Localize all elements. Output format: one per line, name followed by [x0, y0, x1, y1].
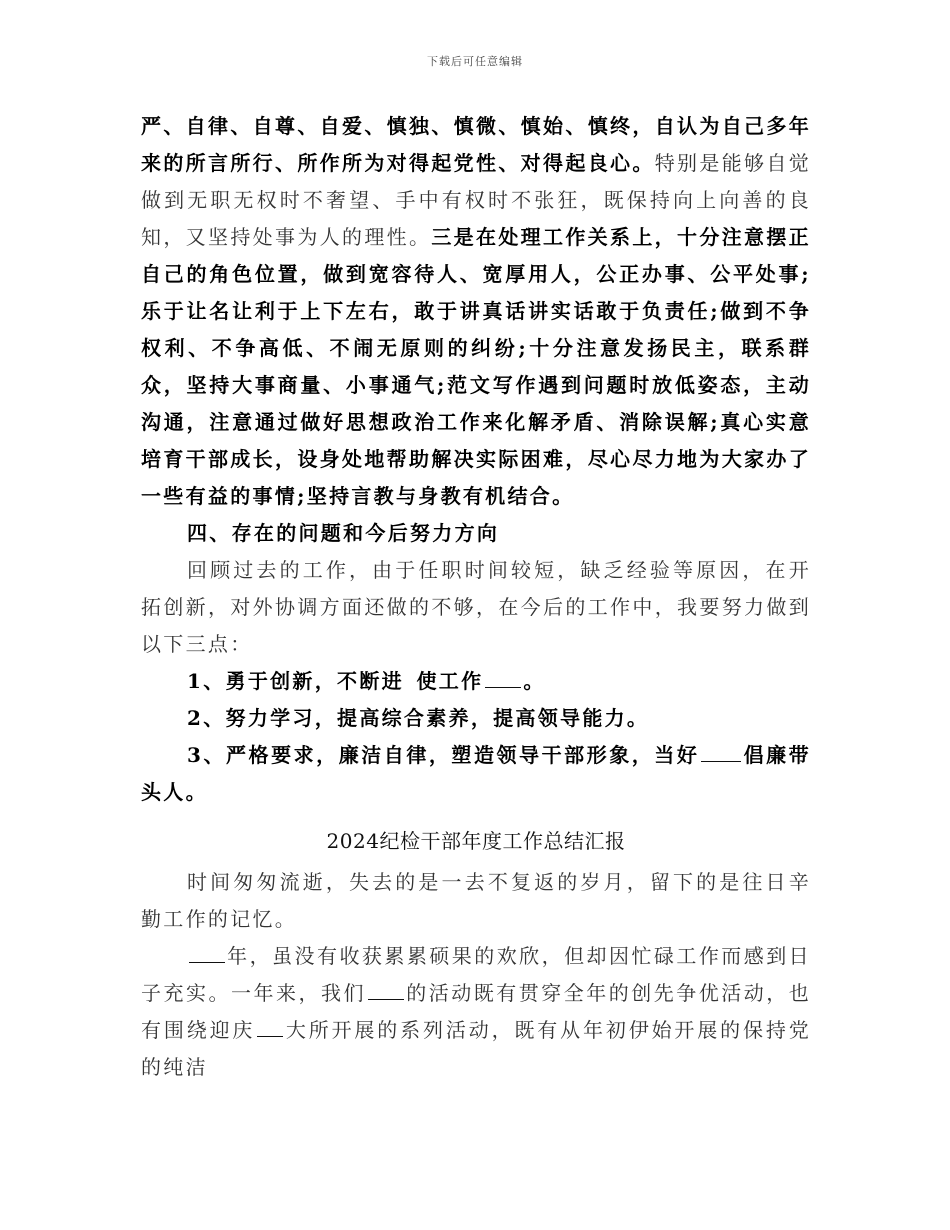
paragraph-year-text-a: 年，虽没有收获累累硕果的欢欣，但却因忙碌工作而感到日子充实。一年来，我们 — [141, 944, 811, 1005]
fill-in-blank — [701, 743, 741, 762]
list-item-1-text: 1、勇于创新，不断进 使工作 — [187, 669, 484, 693]
text-bold-self-discipline: 严、自律、自尊、自爱、慎独、慎微、慎始、慎终，自认为自己多年来的所言所行、所作所为对得起党性、对得起良心。 — [141, 114, 811, 175]
list-item-3-text: 3、严格要求，廉洁自律，塑造领导干部形象，当好 — [187, 743, 700, 767]
paragraph-review: 回顾过去的工作，由于任职时间较短，缺乏经验等原因，在开拓创新，对外协调方面还做的不够，在今后的工作中，我要努力做到以下三点： — [141, 558, 811, 656]
paragraph-year-text-c: 大所开展的系列活动，既有从年初伊始开展的保持党的纯洁 — [141, 1018, 812, 1079]
list-item-1 — [141, 663, 811, 700]
paragraph-year-text-b: 的活动既有贯穿全年的创先争优活动，也有围绕迎庆 — [141, 981, 811, 1042]
paragraph-year — [141, 938, 811, 1086]
paragraph-time: 时间匆匆流逝，失去的是一去不复返的岁月，留下的是往日辛勤工作的记忆。 — [141, 870, 811, 931]
fill-in-blank — [368, 981, 404, 1000]
paragraph-conduct — [141, 108, 811, 515]
document-body — [141, 108, 811, 1086]
list-item-3 — [141, 737, 811, 811]
page-header: 下载后可任意编辑 — [427, 55, 523, 68]
text-normal-awareness: 特别是能够自觉做到无职无权时不奢望、手中有权时不张狂，既保持向上向善的良知，又坚持处事为人的理性。 — [141, 151, 811, 249]
fill-in-blank — [257, 1018, 283, 1037]
section-heading-problems: 四、存在的问题和今后努力方向 — [187, 521, 500, 545]
list-item-1-end: 。 — [523, 669, 546, 693]
list-item-3-end: 倡廉带头人。 — [141, 743, 811, 804]
article-title: 2024纪检干部年度工作总结汇报 — [326, 829, 626, 853]
fill-in-blank — [189, 944, 225, 963]
text-bold-work-relations: 三是在处理工作关系上，十分注意摆正自己的角色位置，做到宽容待人、宽厚用人，公正办事、公平处事;乐于让名让利于上下左右，敢于讲真话讲实话敢于负责任;做到不争权利、不争高低、不闹无原则的纠纷;十分注意发扬民主，联系群众，坚持大事商量、小事通气;范文写作遇到问题时放低姿态，主动沟通，注意通过做好思想政治工作来化解矛盾、消除误解;真心实意培育干部成长，设身处地帮助解决实际困难，尽心尽力地为大家办了一些有益的事情;坚持言教与身教有机结合。 — [141, 225, 811, 508]
fill-in-blank — [485, 669, 521, 688]
list-item-2: 2、努力学习，提高综合素养，提高领导能力。 — [187, 706, 650, 730]
